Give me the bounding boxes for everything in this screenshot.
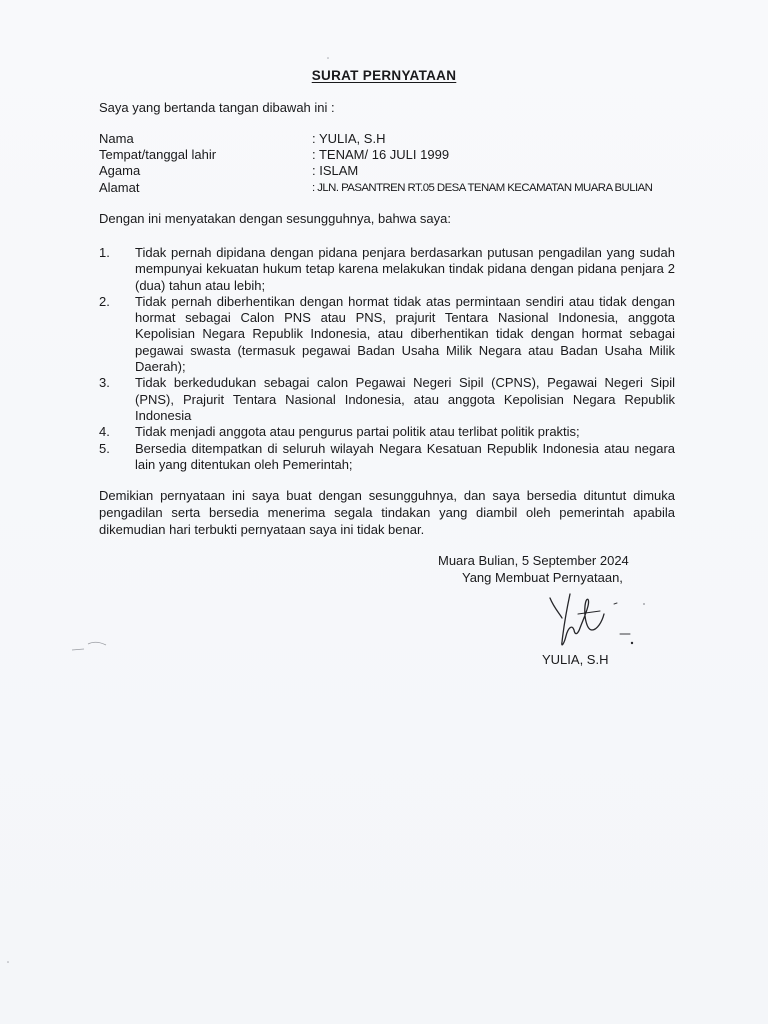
signer-name: YULIA, S.H [542,652,609,667]
list-item-text: Tidak berkedudukan sebagai calon Pegawai Negeri Sipil (CPNS), Pegawai Negeri Sipil (PNS), Prajurit Tentara Nasional Indonesia, atau anggota Kepolisian Negara Republik Indonesia [135,375,675,423]
list-item-text: Bersedia ditempatkan di seluruh wilayah Negara Kesatuan Republik Indonesia atau negara lain yang ditentukan oleh Pemerintah; [135,440,675,472]
place-date: Muara Bulian, 5 September 2024 [438,553,629,568]
list-item-number: 3. [99,375,110,391]
identity-row-nama [99,131,739,147]
identity-value: : JLN. PASANTREN RT.05 DESA TENAM KECAMATAN MUARA BULIAN [312,181,653,194]
identity-label: Tempat/tanggal lahir [99,147,217,163]
maker-label: Yang Membuat Pernyataan, [462,570,623,585]
list-item-number: 2. [99,293,110,309]
identity-label: Alamat [99,179,140,195]
identity-row-agama [99,163,739,179]
identity-row-alamat [99,180,739,196]
intro-text: Saya yang bertanda tangan dibawah ini : [99,100,335,115]
list-item-text: Tidak menjadi anggota atau pengurus partai politik atau terlibat politik praktis; [135,424,580,440]
statement-intro: Dengan ini menyatakan dengan sesungguhnya, bahwa saya: [99,211,451,226]
document-title-text: SURAT PERNYATAAN [311,68,457,83]
statement-list [99,245,675,473]
list-item-number: 5. [99,440,110,456]
identity-value: : TENAM/ 16 JULI 1999 [312,147,450,163]
list-item-text: Tidak pernah diberhentikan dengan hormat tidak atas permintaan sendiri atau tidak dengan hormat sebagai Calon PNS atau PNS, prajurit Tentara Nasional Indonesia, anggota Kepolisian Negara Republik Indonesia, atau diberhentikan tidak dengan hormat sebagai pegawai swasta (termasuk pegawai Badan Usaha Milik Negara atau Badan Usaha Milik Daerah); [135,293,675,375]
list-item [99,424,675,440]
list-item-text: Tidak pernah dipidana dengan pidana penjara berdasarkan putusan pengadilan yang sudah mempunyai kekuatan hukum tetap karena melakukan tindak pidana dengan pidana penjara 2 (dua) tahun atau lebih; [135,245,675,293]
list-item-number: 4. [99,424,110,440]
list-item [99,245,675,294]
identity-row-ttl [99,147,739,163]
document-title [0,68,768,83]
list-item [99,375,675,424]
list-item-number: 1. [99,245,110,260]
identity-table [99,131,739,196]
identity-label: Agama [99,163,141,179]
identity-label: Nama [99,131,134,146]
closing-paragraph: Demikian pernyataan ini saya buat dengan sesungguhnya, dan saya bersedia dituntut dimuka pengadilan serta bersedia menerima segala tindakan yang diambil oleh pemerintah apabila dikemudian hari terbukti pernyataan saya ini tidak benar. [99,488,675,537]
identity-value: : YULIA, S.H [312,131,386,146]
list-item [99,441,675,474]
list-item [99,294,675,375]
signature-icon [540,584,650,654]
identity-value: : ISLAM [312,163,359,179]
